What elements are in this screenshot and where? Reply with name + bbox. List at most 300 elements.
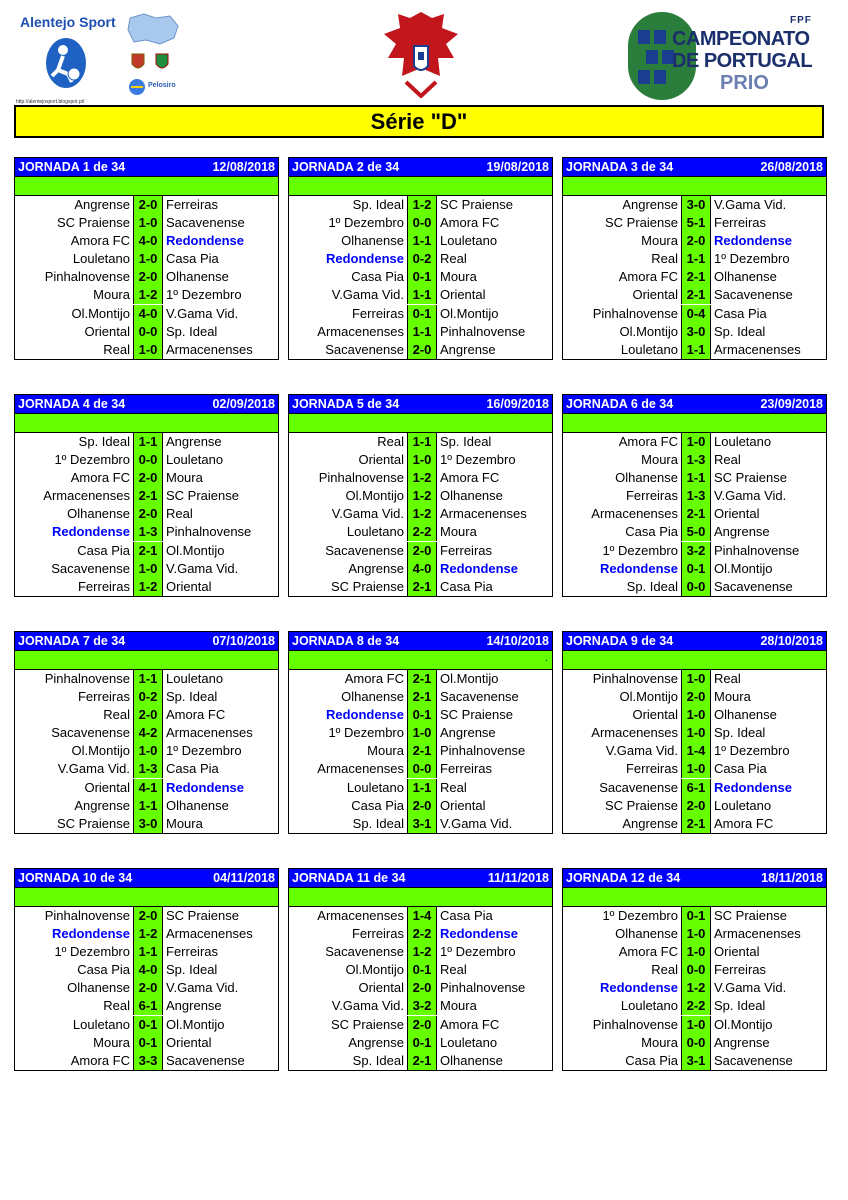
jornada-date: 16/09/2018 (486, 397, 549, 411)
home-team: Angrense (348, 1034, 404, 1050)
match-row (15, 925, 278, 943)
match-score: 1-1 (407, 433, 437, 451)
match-score: 0-1 (407, 706, 437, 724)
match-score: 1-1 (133, 670, 163, 688)
home-team: Ferreiras (625, 761, 678, 777)
match-row (15, 706, 278, 724)
match-score: 1-1 (133, 943, 163, 961)
away-team: Sp. Ideal (440, 434, 492, 449)
away-team: Louletano (440, 233, 498, 249)
match-row (563, 196, 826, 214)
home-team: Pinhalnovense (592, 305, 678, 321)
jornada-title: JORNADA 7 de 34 (18, 634, 126, 648)
match-row (15, 907, 278, 925)
match-score: 2-0 (681, 232, 711, 250)
match-score: 1-0 (681, 1016, 711, 1034)
home-team: Redondense (325, 251, 404, 267)
away-team: Redondense (166, 233, 245, 249)
jornada-header (563, 632, 826, 650)
away-team: 1º Dezembro (166, 287, 242, 303)
away-team: V.Gama Vid. (166, 305, 239, 321)
away-team: Ol.Montijo (440, 671, 499, 686)
away-team: V.Gama Vid. (714, 197, 787, 212)
home-team: SC Praiense (57, 815, 130, 831)
match-row (289, 688, 552, 706)
jornada-date: 02/09/2018 (212, 397, 275, 411)
match-row (563, 250, 826, 268)
jornada-spacer (15, 887, 278, 907)
match-score: 0-0 (681, 578, 711, 596)
match-row (15, 196, 278, 214)
jornada-title: JORNADA 8 de 34 (292, 634, 400, 648)
match-row (289, 815, 552, 833)
home-team: Ol.Montijo (619, 323, 678, 339)
home-team: Louletano (72, 1016, 130, 1032)
home-team: SC Praiense (331, 1016, 404, 1032)
away-team: SC Praiense (166, 488, 239, 504)
match-row (15, 469, 278, 487)
jornada-spacer (563, 650, 826, 670)
match-row (563, 961, 826, 979)
match-row (15, 961, 278, 979)
match-score: 1-0 (407, 451, 437, 469)
away-team: Olhanense (440, 1052, 503, 1068)
jornada-date: 11/11/2018 (487, 871, 549, 885)
jornada-date: 12/08/2018 (212, 160, 275, 174)
away-team: Casa Pia (440, 578, 493, 594)
match-score: 1-1 (407, 779, 437, 797)
away-team: Amora FC (440, 470, 500, 486)
match-score: 1-1 (407, 323, 437, 341)
home-team: 1º Dezembro (54, 452, 130, 468)
match-row (289, 250, 552, 268)
match-score: 2-0 (133, 469, 163, 487)
match-score: 2-1 (133, 487, 163, 505)
match-score: 0-0 (407, 214, 437, 232)
away-team: Angrense (166, 998, 222, 1014)
match-row (563, 688, 826, 706)
match-score: 2-2 (681, 997, 711, 1015)
match-row (15, 670, 278, 688)
away-team: Redondense (714, 779, 793, 795)
match-row (563, 451, 826, 469)
home-team: SC Praiense (605, 797, 678, 813)
match-score: 1-2 (407, 505, 437, 523)
match-score: 1-0 (133, 742, 163, 760)
away-team: Redondense (440, 560, 519, 576)
home-team: Louletano (620, 998, 678, 1014)
match-score: 2-0 (133, 268, 163, 286)
home-team: Olhanense (615, 926, 678, 942)
match-score: 2-1 (407, 670, 437, 688)
match-row (289, 433, 552, 451)
match-score: 3-1 (681, 1052, 711, 1070)
home-team: Pinhalnovense (592, 1016, 678, 1032)
match-score: 1-2 (133, 286, 163, 304)
home-team: Amora FC (618, 434, 678, 449)
match-score: 0-0 (133, 451, 163, 469)
match-row (289, 779, 552, 797)
match-score: 0-1 (681, 560, 711, 578)
match-row (563, 797, 826, 815)
home-team: Sacavenense (325, 341, 404, 357)
jornada-title: JORNADA 9 de 34 (566, 634, 674, 648)
match-score: 0-0 (133, 323, 163, 341)
away-team: Armacenenses (166, 341, 253, 357)
match-row (15, 305, 278, 323)
match-score: 1-0 (407, 724, 437, 742)
match-row (289, 305, 552, 323)
match-row (15, 779, 278, 797)
match-row (563, 578, 826, 596)
home-team: Oriental (84, 323, 130, 339)
match-score: 1-0 (133, 560, 163, 578)
away-team: Real (166, 506, 193, 522)
match-row (289, 469, 552, 487)
home-team: Real (103, 707, 130, 723)
away-team: Sp. Ideal (166, 323, 218, 339)
match-row (15, 542, 278, 560)
jornada-header (289, 632, 552, 650)
jornada-date: 18/11/2018 (761, 871, 823, 885)
match-score: 1-1 (681, 469, 711, 487)
jornada-title: JORNADA 10 de 34 (18, 871, 133, 885)
home-team: Armacenenses (317, 323, 404, 339)
home-team: Sacavenense (599, 779, 678, 795)
match-row (563, 305, 826, 323)
match-score: 6-1 (133, 997, 163, 1015)
away-team: Redondense (440, 926, 519, 942)
match-row (289, 724, 552, 742)
match-row (289, 232, 552, 250)
match-score: 2-0 (407, 341, 437, 359)
jornada-spacer (289, 176, 552, 196)
match-score: 3-0 (133, 815, 163, 833)
jornada-date: 14/10/2018 (486, 634, 549, 648)
home-team: Amora FC (70, 470, 130, 486)
match-row (15, 815, 278, 833)
match-score: 0-1 (133, 1016, 163, 1034)
away-team: 1º Dezembro (714, 251, 790, 267)
match-score: 1-2 (133, 578, 163, 596)
home-team: Moura (641, 233, 678, 249)
away-team: Pinhalnovense (440, 323, 526, 339)
match-row (289, 997, 552, 1015)
home-team: Ol.Montijo (345, 488, 404, 504)
jornada-header (15, 158, 278, 176)
jornada-spacer (563, 887, 826, 907)
jornada-spacer (289, 887, 552, 907)
match-row (15, 487, 278, 505)
home-team: Sp. Ideal (352, 1052, 404, 1068)
home-team: Armacenenses (317, 908, 404, 923)
jornada-header (289, 158, 552, 176)
match-row (563, 670, 826, 688)
jornada-title: JORNADA 6 de 34 (566, 397, 674, 411)
match-score: 1-2 (133, 925, 163, 943)
home-team: Ferreiras (351, 305, 404, 321)
away-team: Oriental (440, 797, 486, 813)
de-portugal-label: DE PORTUGAL (672, 50, 813, 72)
match-row (15, 997, 278, 1015)
jornada-title: JORNADA 3 de 34 (566, 160, 674, 174)
match-row (15, 505, 278, 523)
match-score: 5-0 (681, 523, 711, 541)
match-score: 1-0 (681, 943, 711, 961)
match-row (289, 979, 552, 997)
away-team: Redondense (714, 233, 793, 249)
jornada-header (15, 869, 278, 887)
match-row (563, 925, 826, 943)
match-score: 0-2 (407, 250, 437, 268)
match-row (289, 578, 552, 596)
home-team: Casa Pia (351, 269, 404, 285)
pelosiro-ball-icon (128, 78, 146, 96)
jornada-header (15, 632, 278, 650)
jornada-title: JORNADA 5 de 34 (292, 397, 400, 411)
away-team: Armacenenses (714, 341, 801, 357)
home-team: Pinhalnovense (44, 908, 130, 923)
match-score: 1-2 (407, 943, 437, 961)
match-score: 2-1 (407, 578, 437, 596)
away-team: Louletano (166, 671, 224, 686)
match-row (289, 670, 552, 688)
home-team: Redondense (599, 560, 678, 576)
match-score: 1-0 (133, 341, 163, 359)
home-team: Real (651, 962, 678, 978)
match-row (289, 268, 552, 286)
match-row (563, 1034, 826, 1052)
away-team: Angrense (440, 725, 496, 741)
jornada-block (288, 631, 553, 834)
home-team: Moura (641, 452, 678, 468)
away-team: Casa Pia (166, 761, 219, 777)
match-score: 2-0 (407, 797, 437, 815)
match-row (289, 1052, 552, 1070)
match-row (563, 1016, 826, 1034)
away-team: 1º Dezembro (714, 743, 790, 759)
match-score: 1-3 (681, 451, 711, 469)
jornada-spacer (15, 413, 278, 433)
jornada-block (14, 157, 279, 360)
match-score: 2-1 (407, 742, 437, 760)
match-score: 2-2 (407, 925, 437, 943)
match-row (15, 451, 278, 469)
match-row (563, 560, 826, 578)
away-team: Angrense (166, 434, 222, 449)
home-team: 1º Dezembro (54, 944, 130, 960)
jornada-block (14, 631, 279, 834)
away-team: Louletano (166, 452, 224, 468)
match-row (15, 1052, 278, 1070)
away-team: SC Praiense (714, 470, 787, 486)
match-row (15, 232, 278, 250)
match-score: 2-1 (681, 505, 711, 523)
match-score: 2-1 (407, 1052, 437, 1070)
away-team: Armacenenses (714, 926, 801, 942)
home-team: V.Gama Vid. (331, 287, 404, 303)
home-team: Armacenenses (317, 761, 404, 777)
match-row (563, 1052, 826, 1070)
page-header (0, 0, 848, 110)
match-row (15, 214, 278, 232)
match-score: 4-0 (133, 305, 163, 323)
jornada-dot: . (545, 653, 548, 664)
away-team: Louletano (714, 434, 772, 449)
home-team: Redondense (51, 926, 130, 942)
serie-title: Série "D" (14, 105, 824, 138)
away-team: Redondense (166, 779, 245, 795)
home-team: Ferreiras (351, 926, 404, 942)
match-score: 1-1 (133, 797, 163, 815)
match-score: 3-2 (681, 542, 711, 560)
home-team: Moura (367, 743, 404, 759)
away-team: SC Praiense (714, 908, 787, 923)
home-team: Olhanense (341, 689, 404, 705)
jornada-title: JORNADA 1 de 34 (18, 160, 126, 174)
away-team: Moura (166, 470, 203, 486)
match-score: 1-1 (407, 286, 437, 304)
match-row (15, 323, 278, 341)
home-team: Oriental (632, 287, 678, 303)
home-team: Pinhalnovense (318, 470, 404, 486)
home-team: Olhanense (615, 470, 678, 486)
away-team: Angrense (440, 341, 496, 357)
away-team: Ferreiras (166, 197, 219, 212)
match-row (15, 268, 278, 286)
away-team: Ol.Montijo (714, 560, 773, 576)
away-team: Real (714, 671, 741, 686)
match-row (563, 214, 826, 232)
away-team: Olhanense (714, 707, 777, 723)
away-team: Angrense (714, 524, 770, 540)
match-score: 1-3 (681, 487, 711, 505)
home-team: Ferreiras (77, 578, 130, 594)
match-score: 1-4 (681, 742, 711, 760)
match-score: 2-0 (407, 979, 437, 997)
match-score: 0-4 (681, 305, 711, 323)
match-row (15, 433, 278, 451)
home-team: Sp. Ideal (352, 197, 404, 212)
jornada-title: JORNADA 12 de 34 (566, 871, 681, 885)
away-team: Ol.Montijo (714, 1016, 773, 1032)
away-team: Sp. Ideal (714, 323, 766, 339)
home-team: Sacavenense (325, 944, 404, 960)
home-team: Ol.Montijo (71, 305, 130, 321)
match-row (289, 560, 552, 578)
jornada-block (562, 394, 827, 597)
match-score: 0-2 (133, 688, 163, 706)
match-score: 2-1 (407, 688, 437, 706)
home-team: Oriental (358, 980, 404, 996)
away-team: Real (440, 779, 467, 795)
away-team: Casa Pia (714, 761, 767, 777)
match-row (563, 542, 826, 560)
home-team: Angrense (348, 560, 404, 576)
home-team: Ol.Montijo (619, 689, 678, 705)
away-team: Armacenenses (166, 725, 253, 741)
home-team: Pinhalnovense (44, 269, 130, 285)
alentejo-sport-url: http://alentejosport.blogspot.pt/ (16, 99, 85, 105)
match-row (563, 523, 826, 541)
home-team: Ol.Montijo (345, 962, 404, 978)
away-team: Sp. Ideal (166, 962, 218, 978)
match-row (15, 341, 278, 359)
match-score: 1-3 (133, 760, 163, 778)
home-team: SC Praiense (57, 215, 130, 231)
home-team: Olhanense (67, 506, 130, 522)
home-team: 1º Dezembro (328, 215, 404, 231)
match-row (289, 505, 552, 523)
alentejo-map-icon (126, 12, 182, 46)
home-team: Olhanense (67, 980, 130, 996)
home-team: Real (651, 251, 678, 267)
match-score: 4-2 (133, 724, 163, 742)
match-score: 2-2 (407, 523, 437, 541)
match-score: 1-2 (407, 469, 437, 487)
home-team: Pinhalnovense (44, 671, 130, 686)
match-score: 1-0 (681, 433, 711, 451)
away-team: Casa Pia (166, 251, 219, 267)
away-team: Real (440, 251, 467, 267)
match-row (289, 196, 552, 214)
home-team: Louletano (346, 524, 404, 540)
home-team: Pinhalnovense (592, 671, 678, 686)
away-team: Ferreiras (714, 962, 767, 978)
away-team: Sp. Ideal (166, 689, 218, 705)
home-team: V.Gama Vid. (57, 761, 130, 777)
match-row (15, 286, 278, 304)
match-score: 3-0 (681, 196, 711, 214)
home-team: Louletano (620, 341, 678, 357)
jornada-spacer (563, 413, 826, 433)
home-team: Angrense (622, 815, 678, 831)
home-team: Sacavenense (325, 542, 404, 558)
away-team: Real (440, 962, 467, 978)
home-team: Real (103, 998, 130, 1014)
match-score: 4-0 (407, 560, 437, 578)
match-score: 1-2 (407, 487, 437, 505)
home-team: Moura (641, 1034, 678, 1050)
match-row (15, 1016, 278, 1034)
away-team: Sacavenense (166, 215, 245, 231)
prio-label: PRIO (720, 72, 769, 94)
match-row (563, 943, 826, 961)
jornada-date: 07/10/2018 (212, 634, 275, 648)
match-score: 0-1 (681, 907, 711, 925)
match-score: 0-1 (407, 268, 437, 286)
match-row (563, 232, 826, 250)
jornada-date: 26/08/2018 (760, 160, 823, 174)
home-team: Moura (93, 1034, 130, 1050)
jornada-date: 28/10/2018 (760, 634, 823, 648)
away-team: Olhanense (166, 269, 229, 285)
away-team: 1º Dezembro (440, 944, 516, 960)
match-score: 1-1 (681, 341, 711, 359)
home-team: Casa Pia (77, 962, 130, 978)
match-score: 4-0 (133, 232, 163, 250)
home-team: Moura (93, 287, 130, 303)
match-row (563, 779, 826, 797)
match-row (15, 578, 278, 596)
match-row (289, 451, 552, 469)
match-row (15, 523, 278, 541)
match-score: 0-0 (407, 760, 437, 778)
match-row (15, 560, 278, 578)
jornada-block (562, 157, 827, 360)
match-row (15, 760, 278, 778)
match-score: 2-0 (681, 797, 711, 815)
